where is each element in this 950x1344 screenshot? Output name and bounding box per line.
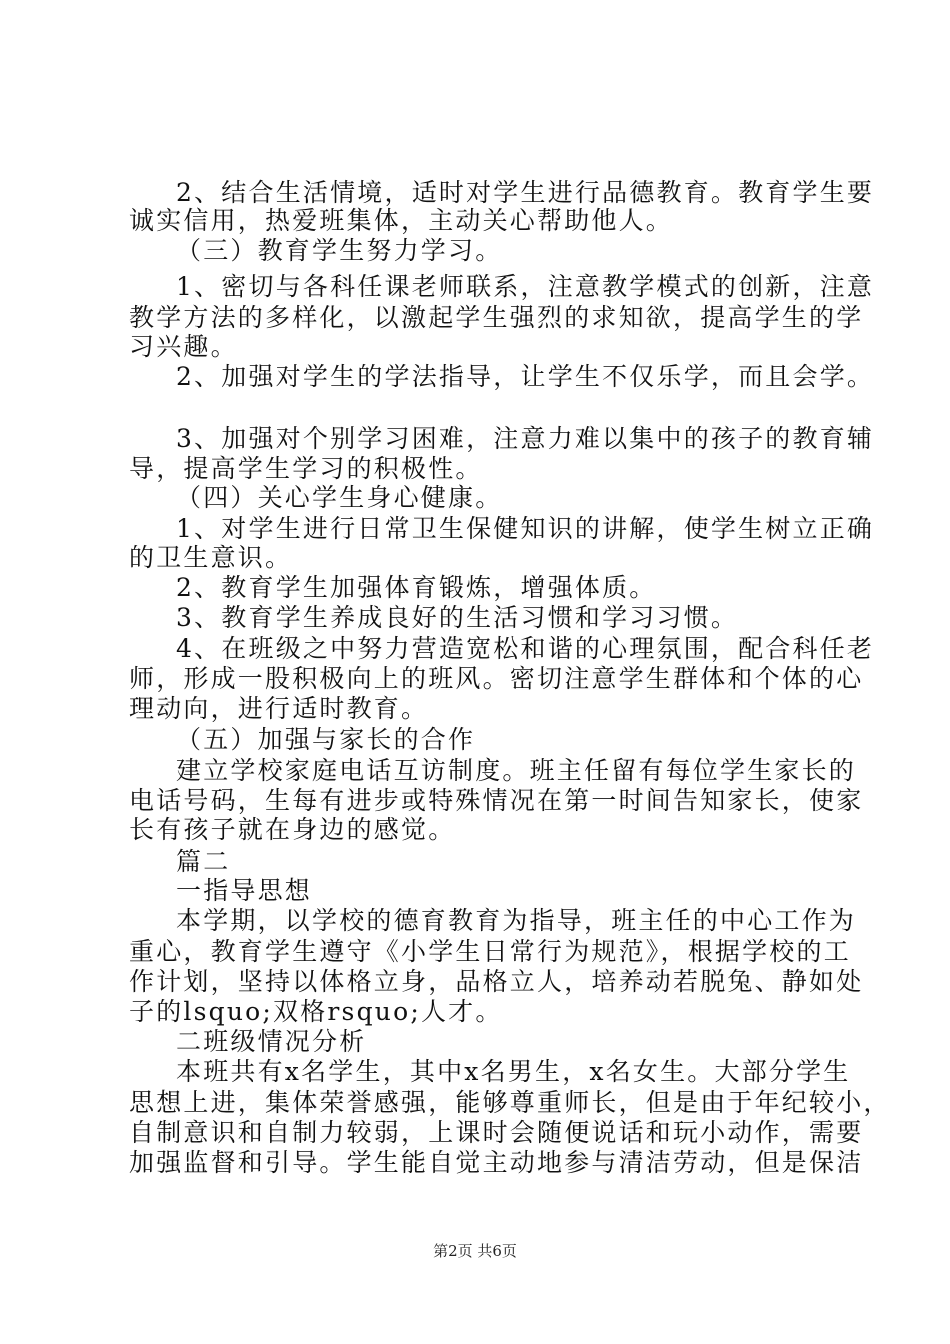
paragraph-line: 教学方法的多样化，以激起学生强烈的求知欲，提高学生的学 [129, 303, 864, 332]
page-number-footer: 第2页 共6页 [433, 1242, 517, 1260]
paragraph-line: 2、结合生活情境，适时对学生进行品德教育。教育学生要 [176, 178, 875, 207]
paragraph-line: 3、教育学生养成良好的生活习惯和学习习惯。 [176, 603, 739, 632]
paragraph-line: 的卫生意识。 [129, 543, 293, 572]
paragraph-line: 1、对学生进行日常卫生保健知识的讲解，使学生树立正确 [176, 514, 875, 543]
paragraph-line: 思想上进，集体荣誉感强，能够尊重师长，但是由于年纪较小， [129, 1088, 891, 1117]
paragraph-line: 子的lsquo;双格rsquo;人才。 [129, 997, 503, 1026]
paragraph-line: 长有孩子就在身边的感觉。 [129, 815, 456, 844]
section-heading: 二班级情况分析 [176, 1027, 367, 1056]
paragraph-line: 3、加强对个别学习困难，注意力难以集中的孩子的教育辅 [176, 424, 875, 453]
section-heading: （四）关心学生身心健康。 [176, 483, 503, 512]
paragraph-line: 2、加强对学生的学法指导，让学生不仅乐学，而且会学。 [176, 362, 875, 391]
paragraph-line: 本班共有x名学生，其中x名男生，x名女生。大部分学生 [176, 1057, 851, 1086]
paragraph-line: 建立学校家庭电话互访制度。班主任留有每位学生家长的 [176, 756, 857, 785]
section-heading: （五）加强与家长的合作 [176, 725, 476, 754]
paragraph-line: 4、在班级之中努力营造宽松和谐的心理氛围，配合科任老 [176, 634, 875, 663]
paragraph-line: 1、密切与各科任课老师联系，注意教学模式的创新，注意 [176, 272, 875, 301]
paragraph-line: 2、教育学生加强体育锻炼，增强体质。 [176, 573, 657, 602]
paragraph-line: 师，形成一股积极向上的班风。密切注意学生群体和个体的心 [129, 664, 864, 693]
paragraph-line: 自制意识和自制力较弱，上课时会随便说话和玩小动作，需要 [129, 1118, 864, 1147]
paragraph-line: 电话号码，生每有进步或特殊情况在第一时间告知家长，使家 [129, 786, 864, 815]
paragraph-line: 本学期，以学校的德育教育为指导，班主任的中心工作为 [176, 906, 857, 935]
section-heading: （三）教育学生努力学习。 [176, 236, 503, 265]
paragraph-line: 诚实信用，热爱班集体，主动关心帮助他人。 [129, 206, 674, 235]
paragraph-line: 理动向，进行适时教育。 [129, 694, 429, 723]
paragraph-line: 重心，教育学生遵守《小学生日常行为规范》，根据学校的工 [129, 937, 851, 966]
paragraph-line: 作计划，坚持以体格立身，品格立人，培养动若脱兔、静如处 [129, 967, 864, 996]
section-heading: 篇二 [176, 847, 231, 876]
paragraph-line: 导，提高学生学习的积极性。 [129, 454, 483, 483]
paragraph-line: 加强监督和引导。学生能自觉主动地参与清洁劳动，但是保洁 [129, 1148, 864, 1177]
paragraph-line: 习兴趣。 [129, 332, 238, 361]
section-heading: 一指导思想 [176, 876, 313, 905]
